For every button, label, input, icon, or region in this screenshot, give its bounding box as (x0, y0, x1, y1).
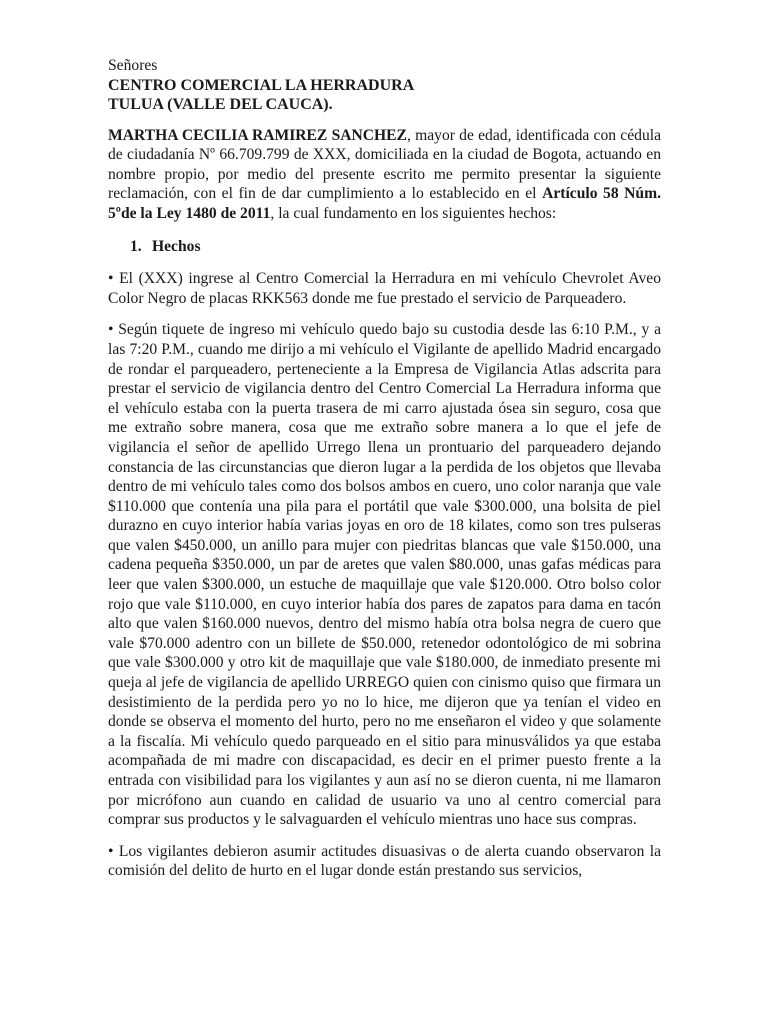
claimant-name: MARTHA CECILIA RAMIREZ SANCHEZ (108, 126, 407, 144)
addressee-name: CENTRO COMERCIAL LA HERRADURA (108, 76, 415, 94)
section-title: Hechos (152, 237, 201, 255)
intro-text-2: , la cual fundamento en los siguientes hechos: (270, 204, 557, 222)
intro-paragraph (108, 126, 661, 224)
fact-paragraph-2: • Según tiquete de ingreso mi vehículo quedo bajo su custodia desde las 6:10 P.M., y a las 7:20 P.M., cuando me dirijo a mi vehículo el Vigilante de apellido Madrid encargado de rondar el parqueadero, perteneciente a la Empresa de Vigilancia Atlas adscrita para prestar el servicio de vigilancia dentro del Centro Comercial La Herradura informa que el vehículo estaba con la puerta trasera de mi carro ajustada ósea sin seguro, cosa que me extraño sobre manera, cosa que me extraño sobre manera a lo que el jefe de vigilancia el señor de apellido Urrego llena un prontuario del parqueadero dejando constancia de las circunstancias que dieron lugar a la perdida de los objetos que llevaba dentro de mi vehículo tales como dos bolsos ambos en cuero, uno color naranja que vale $110.000 que contenía una pila para el portátil que vale $300.000, una bolsita de piel durazno en cuyo interior había varias joyas en oro de 18 kilates, como son tres pulseras que valen $450.000, un anillo para mujer con piedritas blancas que vale $150.000, una cadena pequeña $350.000, un par de aretes que valen $80.000, unas gafas médicas para leer que valen $300.000, un estuche de maquillaje que vale $120.000. Otro bolso color rojo que vale $110.000, en cuyo interior había dos pares de zapatos para dama en tacón alto que valen $160.000 nuevos, dentro del mismo había otra bolsa negra de cuero que vale $70.000 adentro con un billete de $50.000, retenedor odontológico de mi sobrina que vale $300.000 y otro kit de maquillaje que vale $180.000, de inmediato presente mi queja al jefe de vigilancia de apellido URREGO quien con cinismo quiso que firmara un desistimiento de la perdida pero yo no lo hice, me dijeron que ya tenían el video en donde se observa el momento del hurto, pero no me enseñaron el video y que solamente a la fiscalía. Mi vehículo quedo parqueado en el sitio para minusválidos ya que estaba acompañada de mi madre con discapacidad, es decir en el primer puesto frente a la entrada con visibilidad para los vigilantes y aun así no se dieron cuenta, ni me llamaron por micrófono aun cuando en calidad de usuario va uno al centro comercial para comprar sus productos y le salvaguarden el vehículo mientras uno hace sus compras. (108, 321, 661, 829)
addressee-location: TULUA (VALLE DEL CAUCA). (108, 96, 333, 114)
fact-paragraph-1: • El (XXX) ingrese al Centro Comercial la Herradura en mi vehículo Chevrolet Aveo Color Negro de placas RKK563 donde me fue prestado el servicio de Parqueadero. (108, 270, 661, 307)
intro-text-1: , mayor de edad, identificada con cédula de ciudadanía Nº 66.709.799 de XXX, domiciliada en la ciudad de Bogota, actuando en nombre propio, por medio del presente escrito me permito presentar la siguiente reclamación, con el fin de dar cumplimiento a lo establecido en el (108, 126, 661, 203)
section-heading (108, 237, 661, 257)
fact-paragraph-3: • Los vigilantes debieron asumir actitudes disuasivas o de alerta cuando observaron la comisión del delito de hurto en el lugar donde están prestando sus servicios, (108, 842, 661, 880)
greeting: Señores (108, 57, 158, 74)
section-number: 1. (130, 237, 142, 255)
law-reference: Artículo 58 Núm. 5ºde la Ley 1480 de 2011 (108, 185, 661, 222)
letter-page (108, 56, 661, 881)
